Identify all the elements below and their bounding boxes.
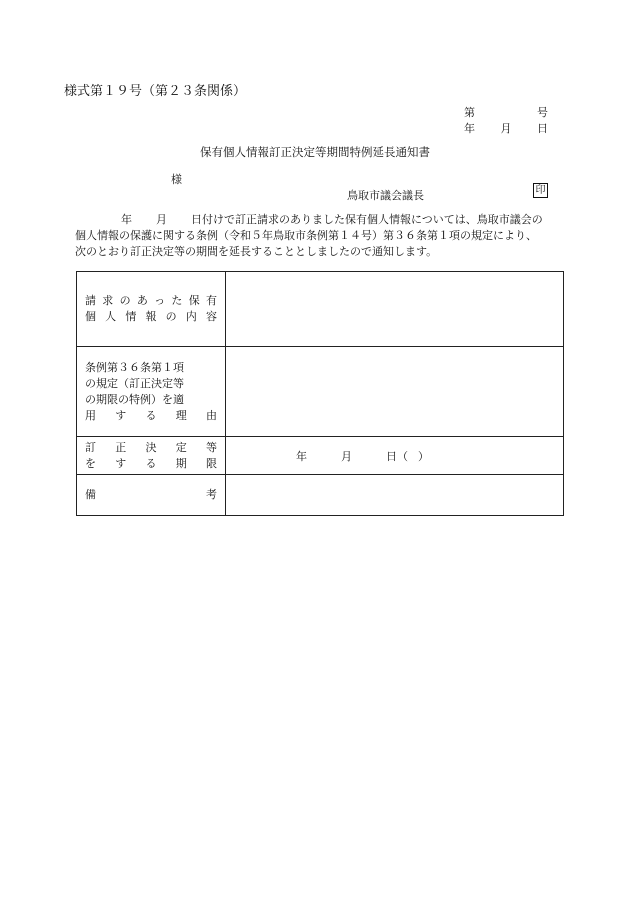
seal-mark: 印 (533, 183, 548, 198)
document-number-line (464, 104, 548, 120)
date-day: 日 (537, 122, 548, 135)
table-row (77, 475, 564, 516)
deadline-month: 月 (341, 449, 352, 463)
document-title: 保有個人情報訂正決定等期間特例延長通知書 (200, 145, 430, 159)
body-line-3: 次のとおり訂正決定等の期間を延長することとしましたので通知します。 (75, 245, 438, 258)
deadline-day: 日（ (386, 449, 408, 463)
body-line-1-text: 日付けで訂正請求のありました保有個人情報については、鳥取市議会の (191, 213, 543, 226)
requested-info-value[interactable] (226, 272, 564, 347)
date-year: 年 (464, 122, 475, 135)
table-row (77, 437, 564, 475)
body-paragraph (75, 212, 567, 260)
deadline-year: 年 (296, 449, 307, 463)
extension-reason-label: 条例第３６条第１項 の規定（訂正決定等 の期限の特例）を適 用 す る 理 由 (77, 347, 226, 437)
number-prefix: 第 (464, 106, 475, 119)
body-line-1 (75, 212, 567, 228)
extension-reason-value[interactable] (226, 347, 564, 437)
extension-details-table (76, 271, 564, 516)
form-number: 様式第１９号（第２３条関係） (64, 84, 247, 99)
addressee: 様 (171, 173, 182, 186)
date-month: 月 (500, 122, 512, 135)
body-month: 月 (156, 213, 167, 226)
issue-date-line (464, 120, 548, 136)
remarks-value[interactable] (226, 475, 564, 516)
body-year: 年 (121, 213, 132, 226)
remarks-label: 備 考 (77, 475, 226, 516)
decision-deadline-value[interactable] (226, 437, 564, 475)
sender-name: 鳥取市議会議長 (347, 189, 424, 202)
body-line-2: 個人情報の保護に関する条例（令和５年鳥取市条例第１４号）第３６条第１項の規定により、 (75, 229, 537, 242)
deadline-weekday-close: ） (418, 449, 429, 463)
requested-info-label: 請 求 の あ っ た 保 有 個 人 情 報 の 内 容 (77, 272, 226, 347)
decision-deadline-label: 訂 正 決 定 等 を す る 期 限 (77, 437, 226, 475)
table-row (77, 347, 564, 437)
table-row (77, 272, 564, 347)
number-suffix: 号 (537, 106, 548, 119)
